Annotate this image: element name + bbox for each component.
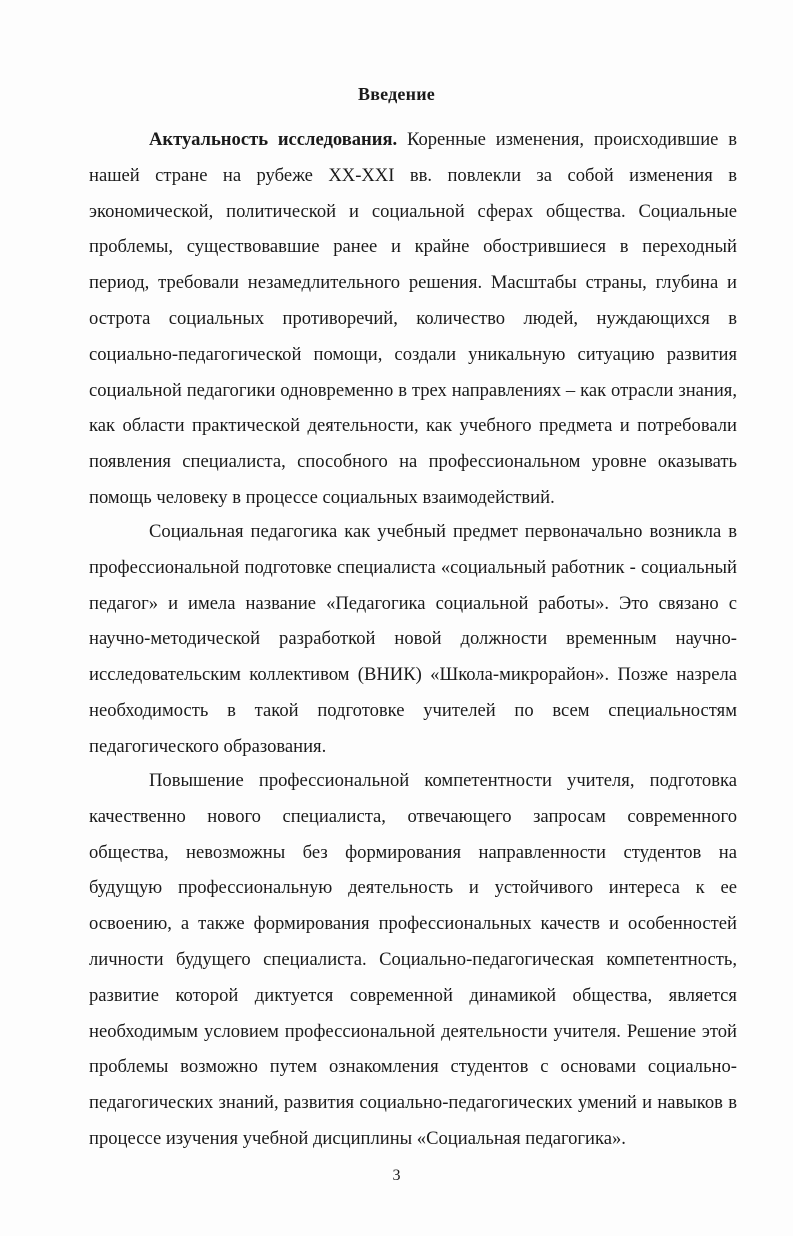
paragraph-body: Коренные изменения, происходившие в нашей стране на рубеже XX-XXI вв. повлекли за собой изменения в экономической, политической и социальной сферах общества. Социальные проблемы, существовавшие ранее и крайне обострившиеся в переходный период, требовали незамедлительного решения. Масштабы страны, глубина и острота социальных противоречий, количество людей, нуждающихся в социально-педагогической помощи, создали уникальную ситуацию развития социальной педагогики одновременно в трех направлениях – как отрасли знания, как области практической деятельности, как учебного предмета и потребовали появления специалиста, способного на профессиональном уровне оказывать помощь человеку в процессе социальных взаимодействий. bbox=[89, 129, 737, 508]
paragraph-body: Повышение профессиональной компетентности учителя, подготовка качественно нового специалиста, отвечающего запросам современного общества, невозможны без формирования направленности студентов на будущую профессиональную деятельность и устойчивого интереса к ее освоению, а также формирования профессиональных качеств и особенностей личности будущего специалиста. Социально-педагогическая компетентность, развитие которой диктуется современной динамикой общества, является необходимым условием профессиональной деятельности учителя. Решение этой проблемы возможно путем ознакомления студентов с основами социально-педагогических знаний, развития социально-педагогических умений и навыков в процессе изучения учебной дисциплины «Социальная педагогика». bbox=[89, 770, 737, 1149]
page-number: 3 bbox=[392, 1167, 401, 1184]
paragraph-relevance bbox=[89, 122, 737, 516]
paragraph-competence bbox=[89, 763, 737, 1157]
paragraph-social-pedagogy bbox=[89, 514, 737, 765]
paragraph-lead: Актуальность исследования. bbox=[149, 129, 398, 150]
page-title: Введение bbox=[358, 84, 435, 104]
paragraph-body: Социальная педагогика как учебный предмет первоначально возникла в профессиональной подготовке специалиста «социальный работник - социальный педагог» и имела название «Педагогика социальной работы». Это связано с научно-методической разработкой новой должности временным научно-исследовательским коллективом (ВНИК) «Школа-микрорайон». Позже назрела необходимость в такой подготовке учителей по всем специальностям педагогического образования. bbox=[89, 521, 737, 757]
